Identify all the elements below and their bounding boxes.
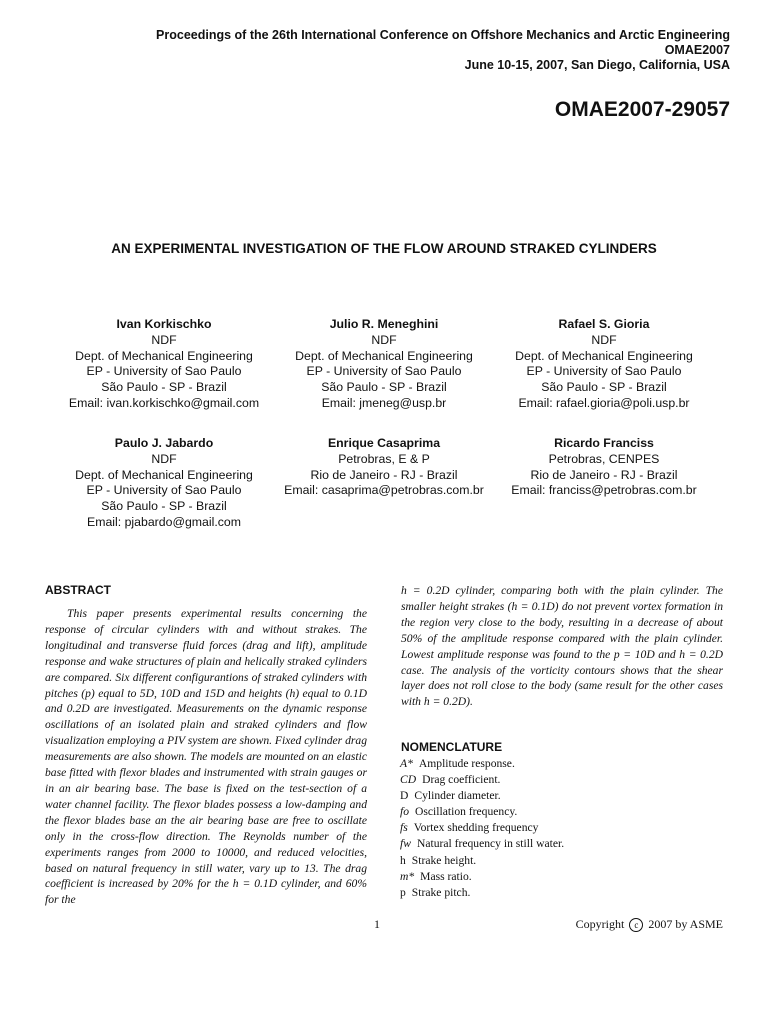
author-block: [44, 317, 284, 412]
author-affiliation: São Paulo - SP - Brazil: [101, 499, 227, 514]
author-name: Enrique Casaprima: [327, 436, 441, 450]
author-affiliation: São Paulo - SP - Brazil: [101, 380, 227, 395]
author-affiliation: Rio de Janeiro - RJ - Brazil: [530, 467, 678, 482]
abstract-text-right: h = 0.2D cylinder, comparing both with the plain cylinder. The smaller height strakes (h = 0.1D) do not prevent vortex formation in the region very close to the body, resulting in a decrease of about 50% of the amplitude response compared with the plain cylinder. Lowest amplitude response was found to the p = 10D and h = 0.2D case. The analysis of the vorticity contours shows that the shear layer does not roll close to the body (same result for the other cases with h = 0.2D).: [401, 584, 723, 709]
author-affiliation: EP - University of Sao Paulo: [86, 364, 242, 379]
nomenclature-description: Oscillation frequency.: [415, 805, 518, 819]
nomenclature-item: [400, 853, 730, 869]
conference-name: Proceedings of the 26th International Conference on Offshore Mechanics and Arctic Engineering: [156, 28, 730, 42]
nomenclature-symbol: D: [400, 789, 409, 803]
nomenclature-description: Amplitude response.: [418, 757, 515, 770]
nomenclature-description: Mass ratio.: [420, 869, 472, 883]
author-affiliation: NDF: [151, 451, 177, 466]
conference-acronym: OMAE2007: [664, 43, 730, 57]
nomenclature-description: Vortex shedding frequency: [413, 821, 539, 835]
author-block: [264, 317, 504, 412]
author-affiliation: Dept. of Mechanical Engineering: [75, 348, 253, 363]
author-block: [484, 317, 724, 412]
author-email: Email: jmeneg@usp.br: [321, 395, 447, 410]
author-name: Julio R. Meneghini: [329, 317, 439, 331]
author-affiliation: Dept. of Mechanical Engineering: [515, 348, 693, 363]
author-block: [44, 436, 284, 531]
author-block: [264, 436, 504, 499]
conference-header: [156, 28, 730, 73]
author-affiliation: NDF: [591, 332, 617, 347]
author-email: Email: casaprima@petrobras.com.br: [284, 483, 484, 498]
nomenclature-description: Strake pitch.: [411, 885, 471, 899]
copyright-year-org: 2007 by ASME: [648, 917, 723, 931]
nomenclature-item: [400, 869, 730, 885]
copyright-symbol-icon: c: [629, 918, 643, 932]
nomenclature-description: Strake height.: [411, 853, 477, 867]
nomenclature-symbol: m*: [400, 869, 415, 883]
abstract-text-left: This paper presents experimental results concerning the response of circular cylinders with and without strakes. The longitudinal and transverse fluid forces (drag and lift), amplitude response and wake structures of plain and helically straked cylinders are compared. Six different configurantions of straked cylinders with pitches (p) equal to 5D, 10D and 15D and heights (h) equal to 0.1D and 0.2D are investigated. Measurements on the dynamic response oscillations of an isolated plain and straked cylinders and flow visualization employing a PIV system are shown. Fixed cylinder drag measurements are also shown. The models are mounted on an elastic base fitted with flexor blades and instrumented with strain gauges or in an air bearing base. The base is fixed on the test-section of a water channel facility. The flexor blades possess a low-damping and the flexor blades base an the air bearing base are free to oscillate only in the cross-flow direction. The Reynolds number of the experiments ranges from 2000 to 10000, and reduced velocities, based on natural frequency in still water, vary up to 13. The drag coefficient is increased by 20% for the h = 0.1D cylinder, and 60% for the: [45, 607, 367, 907]
nomenclature-description: Cylinder diameter.: [414, 789, 501, 803]
nomenclature-item: [400, 772, 730, 788]
nomenclature-item: [400, 836, 730, 852]
author-affiliation: Dept. of Mechanical Engineering: [75, 467, 253, 482]
author-email: Email: pjabardo@gmail.com: [87, 514, 241, 529]
author-affiliation: EP - University of Sao Paulo: [306, 364, 462, 379]
nomenclature-heading: NOMENCLATURE: [401, 740, 503, 754]
conference-date-location: June 10-15, 2007, San Diego, California, USA: [464, 58, 730, 72]
author-email: Email: rafael.gioria@poli.usp.br: [518, 395, 690, 410]
nomenclature-item: [400, 885, 730, 901]
author-affiliation: São Paulo - SP - Brazil: [541, 380, 667, 395]
author-affiliation: Petrobras, CENPES: [548, 451, 660, 466]
author-affiliation: NDF: [371, 332, 397, 347]
author-affiliation: NDF: [151, 332, 177, 347]
author-affiliation: Rio de Janeiro - RJ - Brazil: [310, 467, 458, 482]
author-affiliation: EP - University of Sao Paulo: [86, 483, 242, 498]
author-affiliation: EP - University of Sao Paulo: [526, 364, 682, 379]
nomenclature-symbol: fo: [400, 805, 410, 819]
copyright-notice: [576, 917, 723, 932]
page-number: 1: [374, 917, 380, 931]
nomenclature-symbol: p: [400, 885, 406, 899]
author-affiliation: São Paulo - SP - Brazil: [321, 380, 447, 395]
nomenclature-item: [400, 804, 730, 820]
author-email: Email: ivan.korkischko@gmail.com: [68, 395, 260, 410]
author-name: Ricardo Franciss: [554, 436, 654, 450]
author-name: Paulo J. Jabardo: [114, 436, 214, 450]
nomenclature-description: Drag coefficient.: [422, 773, 501, 787]
nomenclature-item: [400, 788, 730, 804]
abstract-heading: ABSTRACT: [45, 583, 111, 597]
nomenclature-symbol: A*: [400, 757, 413, 770]
nomenclature-symbol: fs: [400, 821, 408, 835]
paper-id: OMAE2007-29057: [554, 98, 730, 121]
nomenclature-symbol: h: [400, 853, 406, 867]
nomenclature-description: Natural frequency in still water.: [416, 837, 565, 851]
author-affiliation: Petrobras, E & P: [338, 451, 430, 466]
author-name: Rafael S. Gioria: [558, 317, 650, 331]
author-email: Email: franciss@petrobras.com.br: [511, 483, 697, 498]
paper-title: AN EXPERIMENTAL INVESTIGATION OF THE FLOW AROUND STRAKED CYLINDERS: [111, 241, 657, 256]
author-block: [484, 436, 724, 499]
copyright-label: Copyright: [575, 917, 625, 931]
author-affiliation: Dept. of Mechanical Engineering: [295, 348, 473, 363]
nomenclature-item: [400, 756, 730, 772]
nomenclature-symbol: CD: [400, 773, 417, 787]
nomenclature-list: [400, 756, 730, 901]
author-name: Ivan Korkischko: [116, 317, 212, 331]
nomenclature-item: [400, 820, 730, 836]
nomenclature-symbol: fw: [400, 837, 411, 851]
